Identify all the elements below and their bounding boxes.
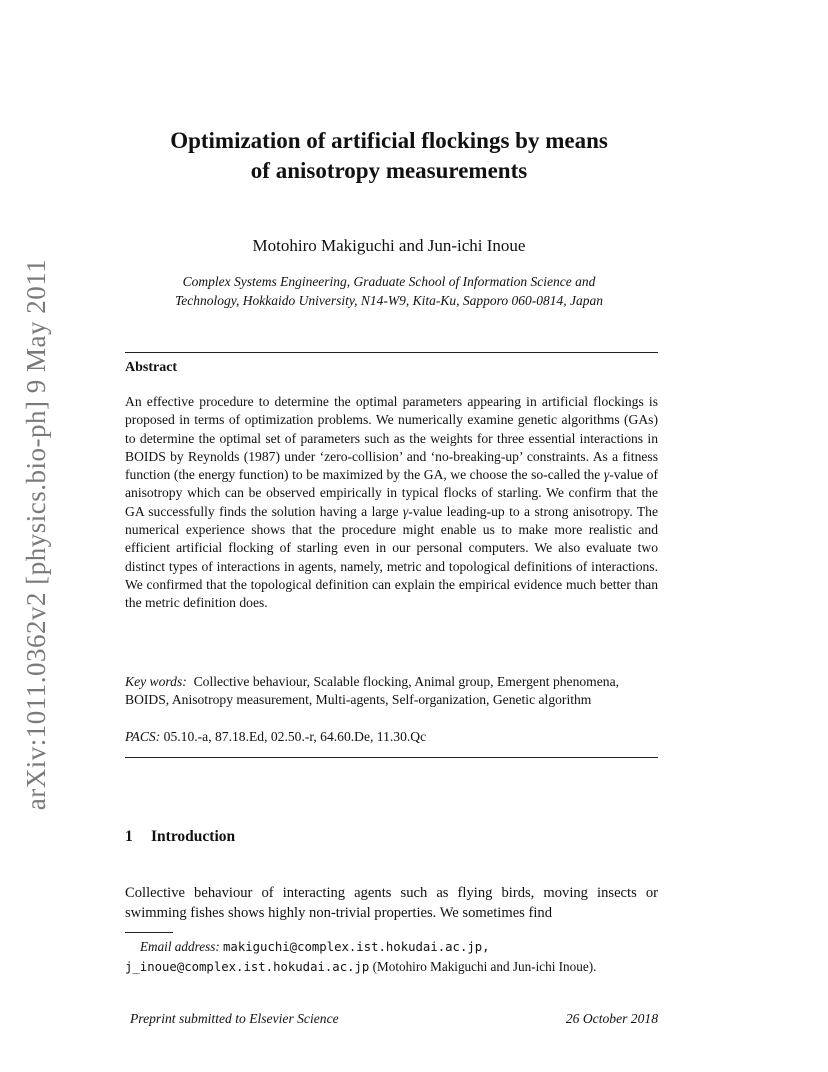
section-number: 1 — [125, 828, 133, 845]
pacs-label: PACS: — [125, 729, 161, 744]
section-heading-introduction — [125, 828, 235, 846]
title-line-2: of anisotropy measurements — [250, 158, 528, 183]
paper-title — [100, 126, 678, 186]
title-line-1: Optimization of artificial flockings by means — [170, 128, 608, 153]
page-footer — [130, 1011, 658, 1027]
abstract-bottom-rule — [125, 757, 658, 758]
footnote-label: Email address: — [140, 939, 220, 954]
keywords-text: Collective behaviour, Scalable flocking, Animal group, Emergent phenomena, BOIDS, Anisotropy measurement, Multi-agents, Self-organization, Genetic algorithm — [125, 674, 619, 708]
footnote-names: (Motohiro Makiguchi and Jun-ichi Inoue). — [372, 959, 597, 974]
abstract-text-1: An effective procedure to determine the optimal parameters appearing in artificial flockings is proposed in terms of optimization problems. We numerically examine genetic algorithms (GAs) to determine the optimal set of parameters such as the weights for three essential interactions in BOIDS by Reynolds (1987) under ‘zero-collision’ and ‘no-breaking-up’ constraints. As a fitness function (the energy function) to be maximized by the GA, we choose the so-called the — [125, 394, 658, 483]
introduction-text: Collective behaviour of interacting agents such as flying birds, moving insects or swimming fishes shows highly non-trivial properties. We sometimes find — [125, 885, 658, 921]
email-2[interactable]: j_inoue@complex.ist.hokudai.ac.jp — [125, 960, 370, 974]
footer-preprint: Preprint submitted to Elsevier Science — [130, 1011, 339, 1026]
gamma-symbol: γ — [402, 503, 409, 519]
arxiv-stamp — [14, 258, 60, 811]
pacs-text: 05.10.-a, 87.18.Ed, 02.50.-r, 64.60.De, 11.30.Qc — [163, 729, 427, 744]
footnote-rule — [125, 932, 173, 933]
abstract-text-3: -value leading-up to a strong anisotropy. The numerical experience shows that the procedure might enable us to make more realistic and efficient artificial flocking of starling even in our personal computers. We also evaluate two distinct types of interactions in agents, namely, metric and topological definitions of interactions. We confirmed that the topological definition can explain the empirical evidence much better than the metric definition does. — [125, 503, 658, 611]
footnote — [125, 937, 658, 977]
section-title: Introduction — [151, 828, 236, 845]
email-1[interactable]: makiguchi@complex.ist.hokudai.ac.jp, — [223, 940, 490, 954]
arxiv-id-text: arXiv:1011.0362v2 [physics.bio-ph] 9 May 2011 — [21, 258, 52, 811]
abstract-heading: Abstract — [125, 360, 178, 375]
keywords-label: Key words: — [125, 674, 187, 689]
affiliation-line-2: Technology, Hokkaido University, N14-W9, Kita-Ku, Sapporo 060-0814, Japan — [175, 293, 603, 308]
abstract-top-rule — [125, 352, 658, 353]
keywords — [125, 673, 658, 710]
authors: Motohiro Makiguchi and Jun-ichi Inoue — [252, 236, 526, 255]
abstract-text-2: -value of anisotropy which can be observed empirically in typical flocks of starling. We confirm that the GA successfully finds the solution having a large — [125, 467, 659, 519]
abstract-body — [125, 393, 658, 613]
pacs — [125, 728, 658, 746]
footer-date: 26 October 2018 — [565, 1011, 658, 1026]
affiliation-line-1: Complex Systems Engineering, Graduate School of Information Science and — [182, 274, 596, 289]
affiliation — [110, 272, 668, 310]
gamma-symbol: γ — [603, 467, 610, 483]
